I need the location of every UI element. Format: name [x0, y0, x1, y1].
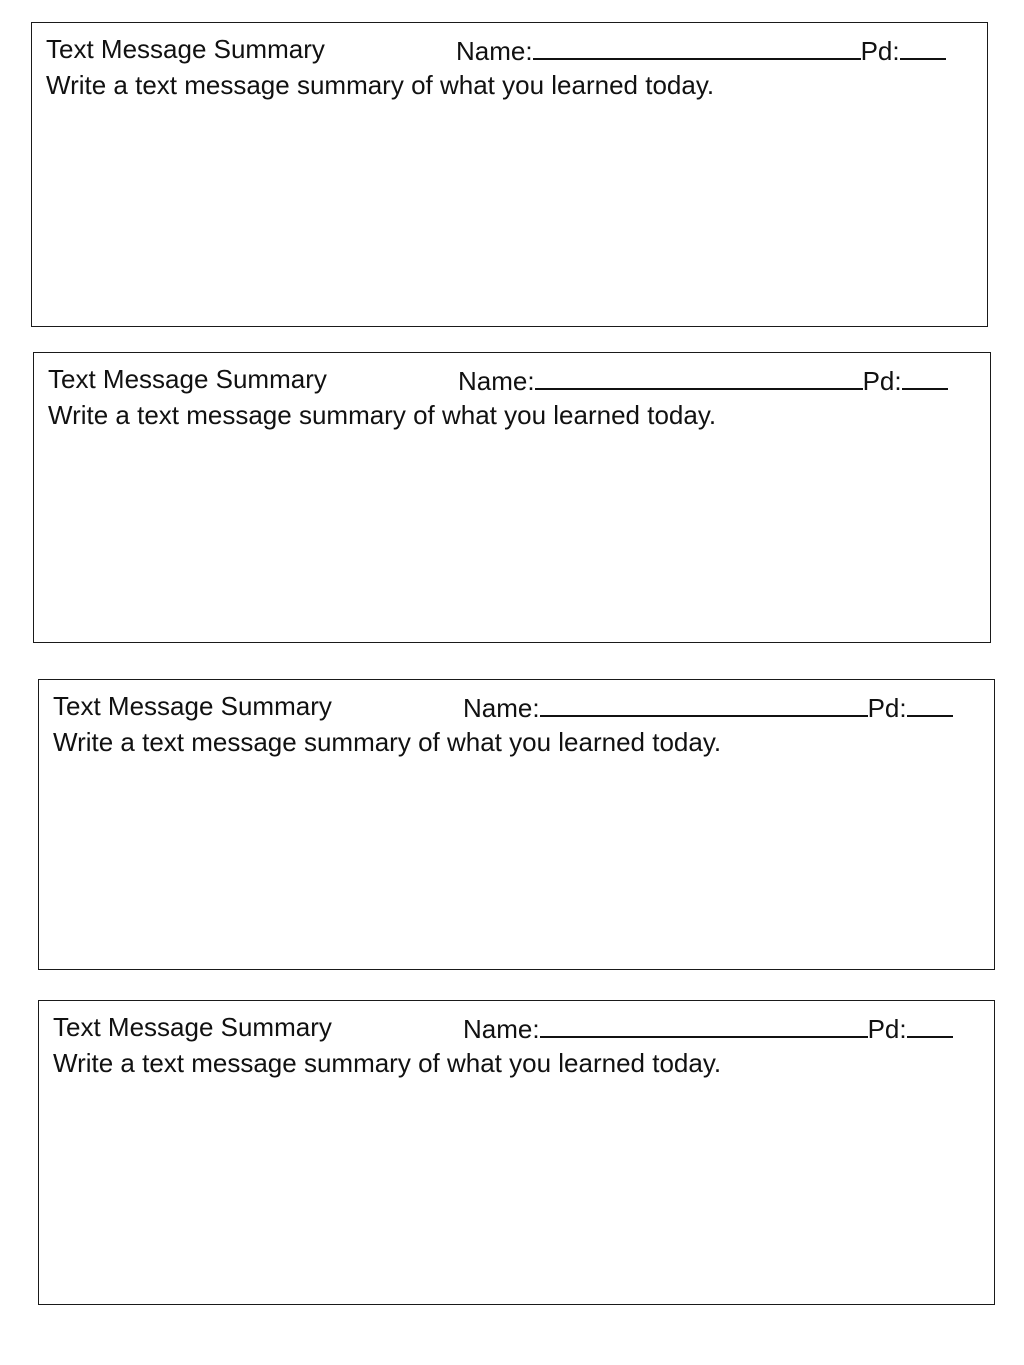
name-blank[interactable]	[540, 690, 868, 717]
card-title: Text Message Summary	[48, 364, 327, 394]
name-label: Name:	[456, 36, 533, 66]
name-label: Name:	[463, 1014, 540, 1044]
summary-card-1	[31, 22, 988, 327]
card-prompt: Write a text message summary of what you learned today.	[46, 70, 715, 100]
pd-label: Pd:	[862, 366, 902, 396]
pd-blank[interactable]	[900, 33, 946, 60]
summary-card-3	[38, 679, 995, 970]
pd-label: Pd:	[867, 693, 907, 723]
name-blank[interactable]	[535, 363, 863, 390]
writing-area[interactable]	[53, 764, 980, 959]
writing-area[interactable]	[53, 1085, 980, 1294]
writing-area[interactable]	[48, 437, 976, 632]
name-label: Name:	[458, 366, 535, 396]
summary-card-2	[33, 352, 991, 643]
card-title: Text Message Summary	[53, 691, 332, 721]
pd-blank[interactable]	[907, 1011, 953, 1038]
writing-area[interactable]	[46, 107, 973, 316]
card-title: Text Message Summary	[46, 34, 325, 64]
pd-label: Pd:	[867, 1014, 907, 1044]
card-title: Text Message Summary	[53, 1012, 332, 1042]
card-header	[53, 1011, 980, 1043]
pd-blank[interactable]	[907, 690, 953, 717]
name-group	[458, 363, 948, 397]
card-prompt: Write a text message summary of what you learned today.	[48, 400, 717, 430]
card-header	[46, 33, 973, 65]
name-blank[interactable]	[533, 33, 861, 60]
name-group	[463, 1011, 953, 1045]
pd-blank[interactable]	[902, 363, 948, 390]
card-prompt: Write a text message summary of what you learned today.	[53, 1048, 722, 1078]
name-group	[463, 690, 953, 724]
card-prompt: Write a text message summary of what you learned today.	[53, 727, 722, 757]
card-header	[48, 363, 976, 395]
name-group	[456, 33, 946, 67]
name-label: Name:	[463, 693, 540, 723]
card-header	[53, 690, 980, 722]
name-blank[interactable]	[540, 1011, 868, 1038]
summary-card-4	[38, 1000, 995, 1305]
pd-label: Pd:	[860, 36, 900, 66]
